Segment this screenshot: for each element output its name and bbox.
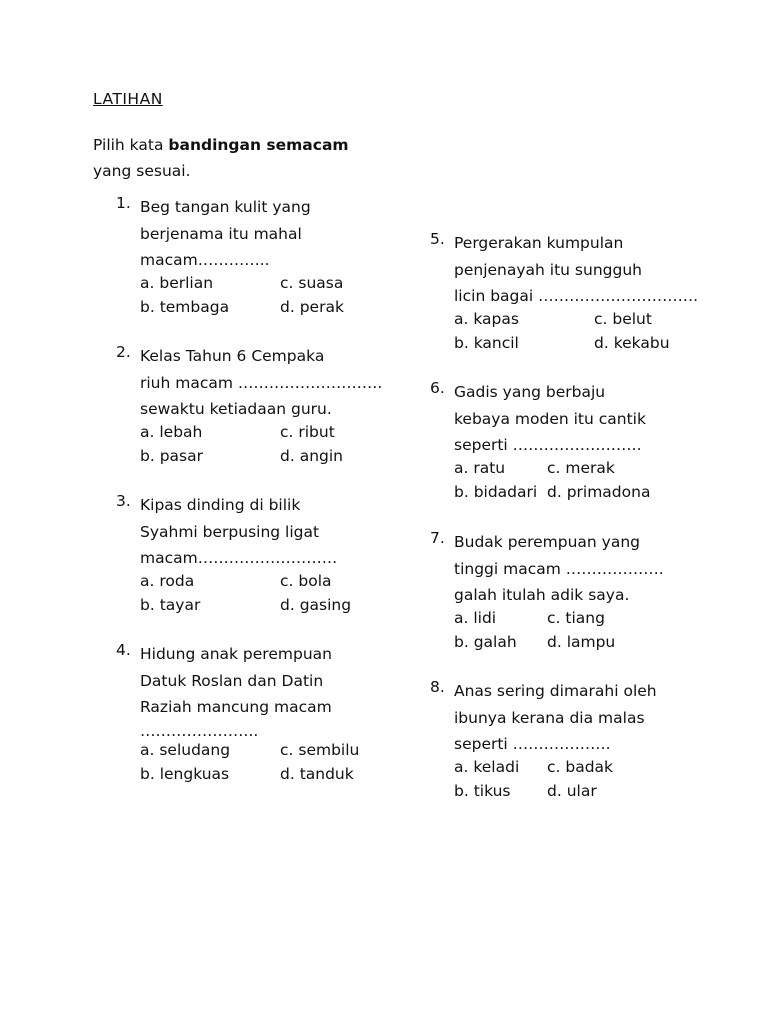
- question-line: seperti …………………….: [454, 436, 642, 454]
- option: a. berlian: [140, 273, 214, 292]
- question-line: Anas sering dimarahi oleh: [454, 682, 657, 700]
- question-line: Datuk Roslan dan Datin: [140, 671, 324, 690]
- option: d. kekabu: [594, 333, 670, 352]
- question-line: ibunya kerana dia malas: [454, 708, 645, 727]
- option: d. angin: [280, 446, 343, 465]
- option: a. ratu: [454, 458, 506, 477]
- option: b. galah: [454, 632, 517, 651]
- instruction-prefix: Pilih kata: [93, 136, 169, 154]
- question-line: Syahmi berpusing ligat: [140, 522, 320, 541]
- question-number: 8.: [430, 678, 445, 696]
- question-line: tinggi macam ……………….: [454, 559, 664, 578]
- question-line: Gadis yang berbaju: [454, 383, 606, 401]
- question-line: Kipas dinding di bilik: [140, 496, 301, 514]
- question-number: 1.: [116, 194, 131, 212]
- option: a. lebah: [140, 422, 203, 441]
- question-line: Raziah mancung macam: [140, 698, 332, 716]
- option: b. tembaga: [140, 297, 230, 316]
- question-number: 2.: [116, 343, 131, 361]
- instruction: [93, 132, 393, 184]
- question-line: galah itulah adik saya.: [454, 586, 630, 604]
- option: c. ribut: [280, 422, 335, 441]
- option: a. seludang: [140, 740, 231, 759]
- option: d. lampu: [547, 632, 616, 651]
- question-line: macam………………………: [140, 549, 338, 567]
- question-line: penjenayah itu sungguh: [454, 260, 642, 279]
- question-line: Pergerakan kumpulan: [454, 234, 624, 252]
- question-number: 7.: [430, 529, 445, 547]
- question-line: sewaktu ketiadaan guru.: [140, 400, 332, 418]
- option: d. tanduk: [280, 764, 354, 783]
- question-5: [430, 230, 720, 355]
- question-number: 3.: [116, 492, 131, 510]
- question-line: seperti ……………….: [454, 735, 611, 753]
- option: b. bidadari: [454, 482, 538, 501]
- question-line: Kelas Tahun 6 Cempaka: [140, 347, 325, 365]
- question-line: macam…………..: [140, 251, 270, 269]
- option: c. bola: [280, 571, 332, 590]
- option: b. tayar: [140, 595, 201, 614]
- question-line: Beg tangan kulit yang: [140, 198, 311, 216]
- question-line: kebaya moden itu cantik: [454, 409, 646, 428]
- option: b. pasar: [140, 446, 203, 465]
- question-number: 5.: [430, 230, 445, 248]
- option: d. gasing: [280, 595, 352, 614]
- page-title: LATIHAN: [93, 90, 163, 108]
- question-number: 4.: [116, 641, 131, 659]
- option: a. lidi: [454, 608, 497, 627]
- option: d. primadona: [547, 482, 651, 501]
- question-4: [116, 641, 406, 786]
- instruction-bold: bandingan semacam: [168, 136, 349, 154]
- question-line: riuh macam ……………………….: [140, 373, 383, 392]
- instruction-suffix: yang sesuai.: [93, 162, 191, 180]
- question-1: [116, 194, 406, 319]
- option: a. kapas: [454, 309, 519, 328]
- option: c. merak: [547, 458, 615, 477]
- question-line: Hidung anak perempuan: [140, 645, 332, 663]
- option: a. roda: [140, 571, 195, 590]
- question-line: licin bagai ………………………….: [454, 287, 699, 305]
- option: c. tiang: [547, 608, 605, 627]
- option: c. belut: [594, 309, 652, 328]
- option: b. kancil: [454, 333, 519, 352]
- question-7: [430, 529, 720, 654]
- question-line: …………………..: [140, 721, 259, 740]
- question-6: [430, 379, 720, 504]
- option: c. sembilu: [280, 740, 360, 759]
- question-number: 6.: [430, 379, 445, 397]
- question-2: [116, 343, 406, 468]
- option: c. badak: [547, 757, 614, 776]
- option: b. lengkuas: [140, 764, 230, 783]
- option: b. tikus: [454, 781, 511, 800]
- option: d. perak: [280, 297, 344, 316]
- question-8: [430, 678, 720, 803]
- question-line: Budak perempuan yang: [454, 533, 640, 551]
- option: a. keladi: [454, 757, 520, 776]
- question-line: berjenama itu mahal: [140, 224, 302, 243]
- option: c. suasa: [280, 273, 344, 292]
- option: d. ular: [547, 781, 597, 800]
- question-3: [116, 492, 406, 617]
